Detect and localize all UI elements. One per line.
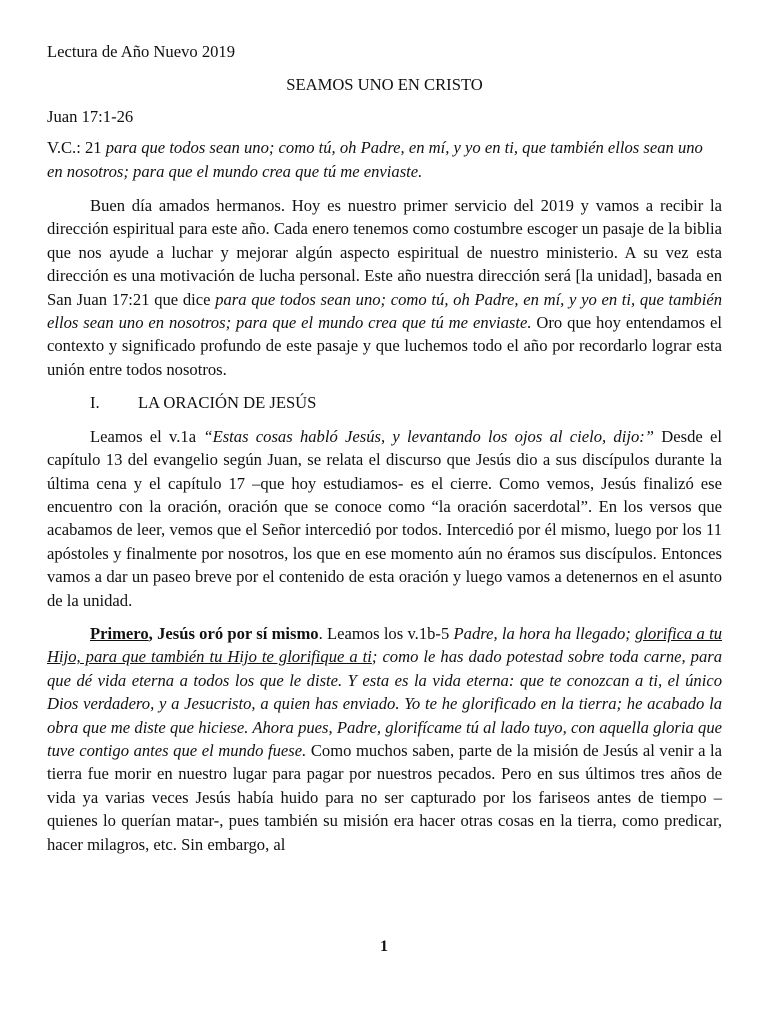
page-number: 1 [380, 938, 388, 955]
section-text: Desde el capítulo 13 del evangelio según Juan, se relata el discurso que Jesús dio a sus discípulos durante la última cena y el capítulo 17 –que hoy estudiamos- es el cierre. Como vemos, Jesús finalizó ese encuentro con la oración, oración que se conoce como “la oración sacerdotal”. En los versos que acabamos de leer, vemos que el Señor intercedió por todos. Intercedió por él mismo, luego por los 11 apóstoles y finalmente por nosotros, los que en ese momento aún no éramos sus discípulos. Entonces vamos a dar un paseo breve por el contenido de esta oración y luego vamos a detenernos en el asunto de la unidad. [47, 426, 722, 610]
document-header: Lectura de Año Nuevo 2019 [47, 42, 236, 61]
first-point-lead: . Leamos los v.1b-5 [318, 623, 454, 643]
section-heading [47, 391, 722, 414]
intro-quote: para que todos sean uno; como tú, oh Padre, en mí, y yo en ti, que también ellos sean uno en nosotros; para que el mundo crea que tú me enviaste. [47, 289, 722, 333]
key-verse-label: V.C.: 21 [47, 138, 106, 158]
scripture-reference: Juan 17:1-26 [47, 106, 134, 126]
intro-paragraph [47, 194, 722, 381]
document-title: SEAMOS UNO EN CRISTO [286, 75, 483, 95]
first-point-quote-b: ; como le has dado potestad sobre toda carne, para que dé vida eterna a todos los que le diste. Y esta es la vida eterna: que te conozcan a ti, el único Dios verdadero, y a Jesucristo, a quien has enviado. Yo te he glorificado en la tierra; he acabado la obra que me diste que hiciese. Ahora pues, Padre, glorifícame tú al lado tuyo, con aquella gloria que tuve contigo antes que el mundo fuese. [47, 647, 722, 760]
first-point-label: Primero [90, 623, 149, 643]
section-lead: Leamos el v.1a [90, 426, 204, 446]
document-page [47, 40, 722, 866]
first-point-quote-underlined: glorifica a tu Hijo, para que también tu Hijo te glorifique a ti [47, 623, 723, 667]
first-point-quote-a: Padre, la hora ha llegado; [453, 623, 636, 643]
section-number: I. [90, 393, 100, 413]
first-point-text: Como muchos saben, parte de la misión de Jesús al venir a la tierra fue morir en nuestro lugar para pagar por nuestros pecados. Pero en sus últimos tres años de vida ya varias veces Jesús había huido para no ser capturado por los fariseos antes de tiempo –quienes lo querían matar-, pues también su misión era hacer otras cosas en la tierra, como predicar, hacer milagros, etc. Sin embargo, al [47, 740, 722, 854]
key-verse [47, 136, 722, 183]
key-verse-text: para que todos sean uno; como tú, oh Padre, en mí, y yo en ti, que también ellos sean uno en nosotros; para que el mundo crea que tú me enviaste. [47, 138, 703, 181]
section-quote: “Estas cosas habló Jesús, y levantando los ojos al cielo, dijo:” [203, 426, 654, 446]
first-point-paragraph [47, 622, 722, 856]
first-point-label-rest: , Jesús oró por sí mismo [148, 623, 319, 643]
intro-text-1: Buen día amados hermanos. Hoy es nuestro primer servicio del 2019 y vamos a recibir la dirección espiritual para este año. Cada enero tenemos como costumbre escoger un pasaje de la biblia que nos ayude a luchar y mejorar algún aspecto espiritual de nuestro ministerio. A su vez esta dirección es una motivación de lucha personal. Este año nuestra dirección será [la unidad], basada en San Juan 17:21 que dice [47, 196, 722, 309]
section-paragraph [47, 425, 722, 612]
section-title: LA ORACIÓN DE JESÚS [138, 393, 317, 413]
intro-text-2: Oro que hoy entendamos el contexto y significado profundo de este pasaje y que luchemos todo el año por recordarlo lograr esta unión entre todos nosotros. [47, 313, 723, 379]
